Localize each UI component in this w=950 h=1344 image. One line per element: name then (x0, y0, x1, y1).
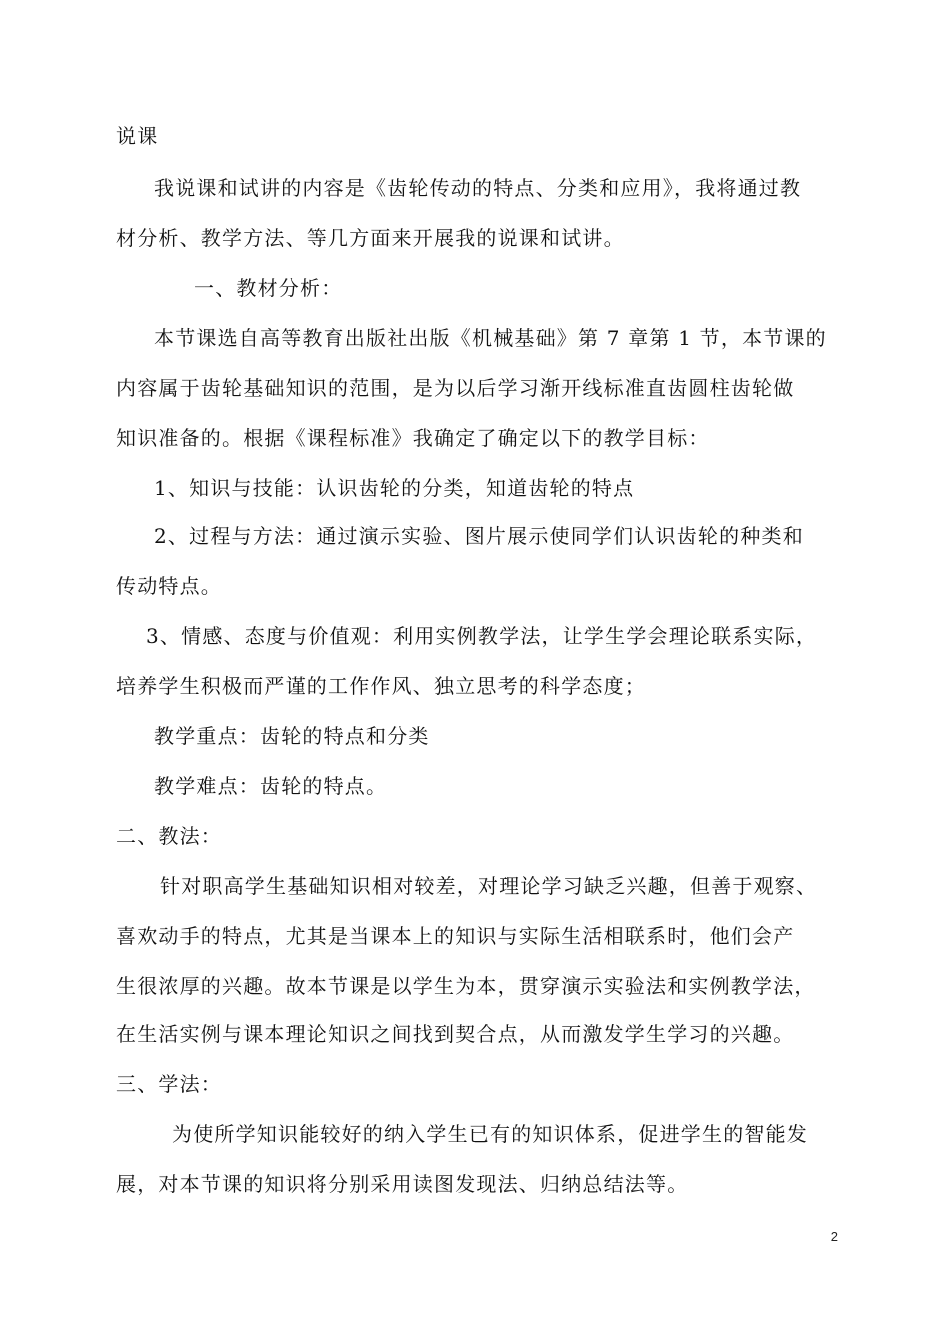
paragraph-line: 生很浓厚的兴趣。故本节课是以学生为本，贯穿演示实验法和实例教学法， (116, 974, 816, 998)
paragraph-line: 展，对本节课的知识将分别采用读图发现法、归纳总结法等。 (116, 1172, 689, 1196)
key-point-line: 教学重点：齿轮的特点和分类 (154, 724, 430, 748)
paragraph-line: 为使所学知识能较好的纳入学生已有的知识体系，促进学生的智能发 (172, 1122, 808, 1146)
paragraph-line: 传动特点。 (116, 574, 222, 598)
difficult-point-line: 教学难点：齿轮的特点。 (154, 774, 388, 798)
section-heading: 三、学法： (116, 1072, 222, 1096)
list-item: 3、情感、态度与价值观：利用实例教学法，让学生学会理论联系实际， (146, 624, 818, 648)
paragraph-line: 知识准备的。根据《课程标准》我确定了确定以下的教学目标： (116, 426, 710, 450)
paragraph-line: 本节课选自高等教育出版社出版《机械基础》第 7 章第 1 节，本节课的 (154, 326, 827, 350)
page-number: 2 (830, 1229, 838, 1244)
paragraph-line: 针对职高学生基础知识相对较差，对理论学习缺乏兴趣，但善于观察、 (160, 874, 818, 898)
section-heading: 一、教材分析： (194, 276, 343, 300)
section-heading: 二、教法： (116, 824, 222, 848)
paragraph-line: 材分析、教学方法、等几方面来开展我的说课和试讲。 (116, 226, 625, 250)
list-item: 2、过程与方法：通过演示实验、图片展示使同学们认识齿轮的种类和 (154, 524, 804, 548)
paragraph-line: 培养学生积极而严谨的工作作风、独立思考的科学态度； (116, 674, 646, 698)
heading-title: 说课 (116, 124, 159, 148)
paragraph-line: 内容属于齿轮基础知识的范围，是为以后学习渐开线标准直齿圆柱齿轮做 (116, 376, 795, 400)
paragraph-line: 我说课和试讲的内容是《齿轮传动的特点、分类和应用》，我将通过教 (154, 176, 802, 200)
list-item: 1、知识与技能：认识齿轮的分类，知道齿轮的特点 (154, 476, 635, 500)
paragraph-line: 喜欢动手的特点，尤其是当课本上的知识与实际生活相联系时，他们会产 (116, 924, 795, 948)
paragraph-line: 在生活实例与课本理论知识之间找到契合点，从而激发学生学习的兴趣。 (116, 1022, 795, 1046)
